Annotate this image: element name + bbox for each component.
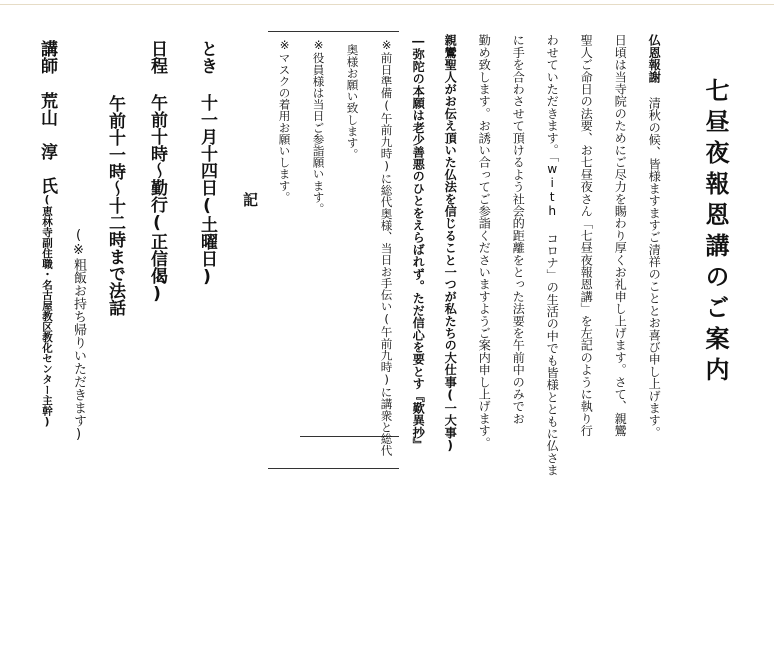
nittei-line-1 [148,40,165,480]
greeting-text: 清秋の候、皆様ますますご清祥のこととお喜び申し上げます。 [647,96,662,439]
toki-value: 十一月十四日(土曜日) [197,94,217,287]
note-1: ※前日準備(午前九時)に総代奥様、当日お手伝い(午前九時)に講衆と総代 [379,38,394,456]
note-3: ※マスクの着用お願いします。 [277,38,292,203]
body-line-1: 日頃は当寺院のためにご尽力を賜わり厚くお礼申し上げます。さて、親鸞 [613,34,628,437]
ki-marker: 記 [241,192,259,207]
body-line-4: に手を合わさせて頂けるよう社会的距離をとった法要を午前中のみでお [511,34,526,425]
koushi-affiliation: (恵林寺副住職・名古屋教区教化センター主幹) [41,194,53,428]
body-line-5: 勤め致します。お誘い合ってご参詣くださいますようご案内申し上げます。 [477,34,492,449]
greeting-heading: 仏恩報謝 [647,34,662,83]
nittei-note: (※粗飯お持ち帰りいただきます) [71,228,86,442]
nittei-value-1: 午前十時～勤行(正信偈) [147,94,167,304]
koushi-line [38,40,55,480]
toki-label: とき [197,40,217,74]
nittei-line-2: 午前十一時～十二時まで法話 [105,95,125,316]
top-rule [0,4,774,5]
quote-line-1: 親鸞聖人がお伝え頂いた仏法を信じること一つが私たちの大仕事(一大事) [443,34,458,453]
page-title: 七昼夜報恩講のご案内 [701,78,729,388]
note-1-continued: 奥様お願い致します。 [345,44,360,160]
body-line-3: わせていただきます。「with コロナ」の生活の中でも皆様とともに仏さま [545,34,560,477]
quote-line-2: ―弥陀の本願は老少善悪のひとをえらばれず。ただ信心を要とす『歎異抄』 [411,34,426,451]
nittei-label: 日程 [147,40,167,74]
koushi-name: 荒山 淳 氏 [37,92,57,194]
greeting-line [648,34,660,474]
note-2: ※役員様は当日ご参詣願います。 [311,38,326,215]
body-line-2: 聖人ご命日の法要、お七昼夜さん「七昼夜報恩講」を左記のように執り行 [579,34,594,437]
koushi-label: 講師 [37,40,57,74]
toki-line [198,40,215,480]
